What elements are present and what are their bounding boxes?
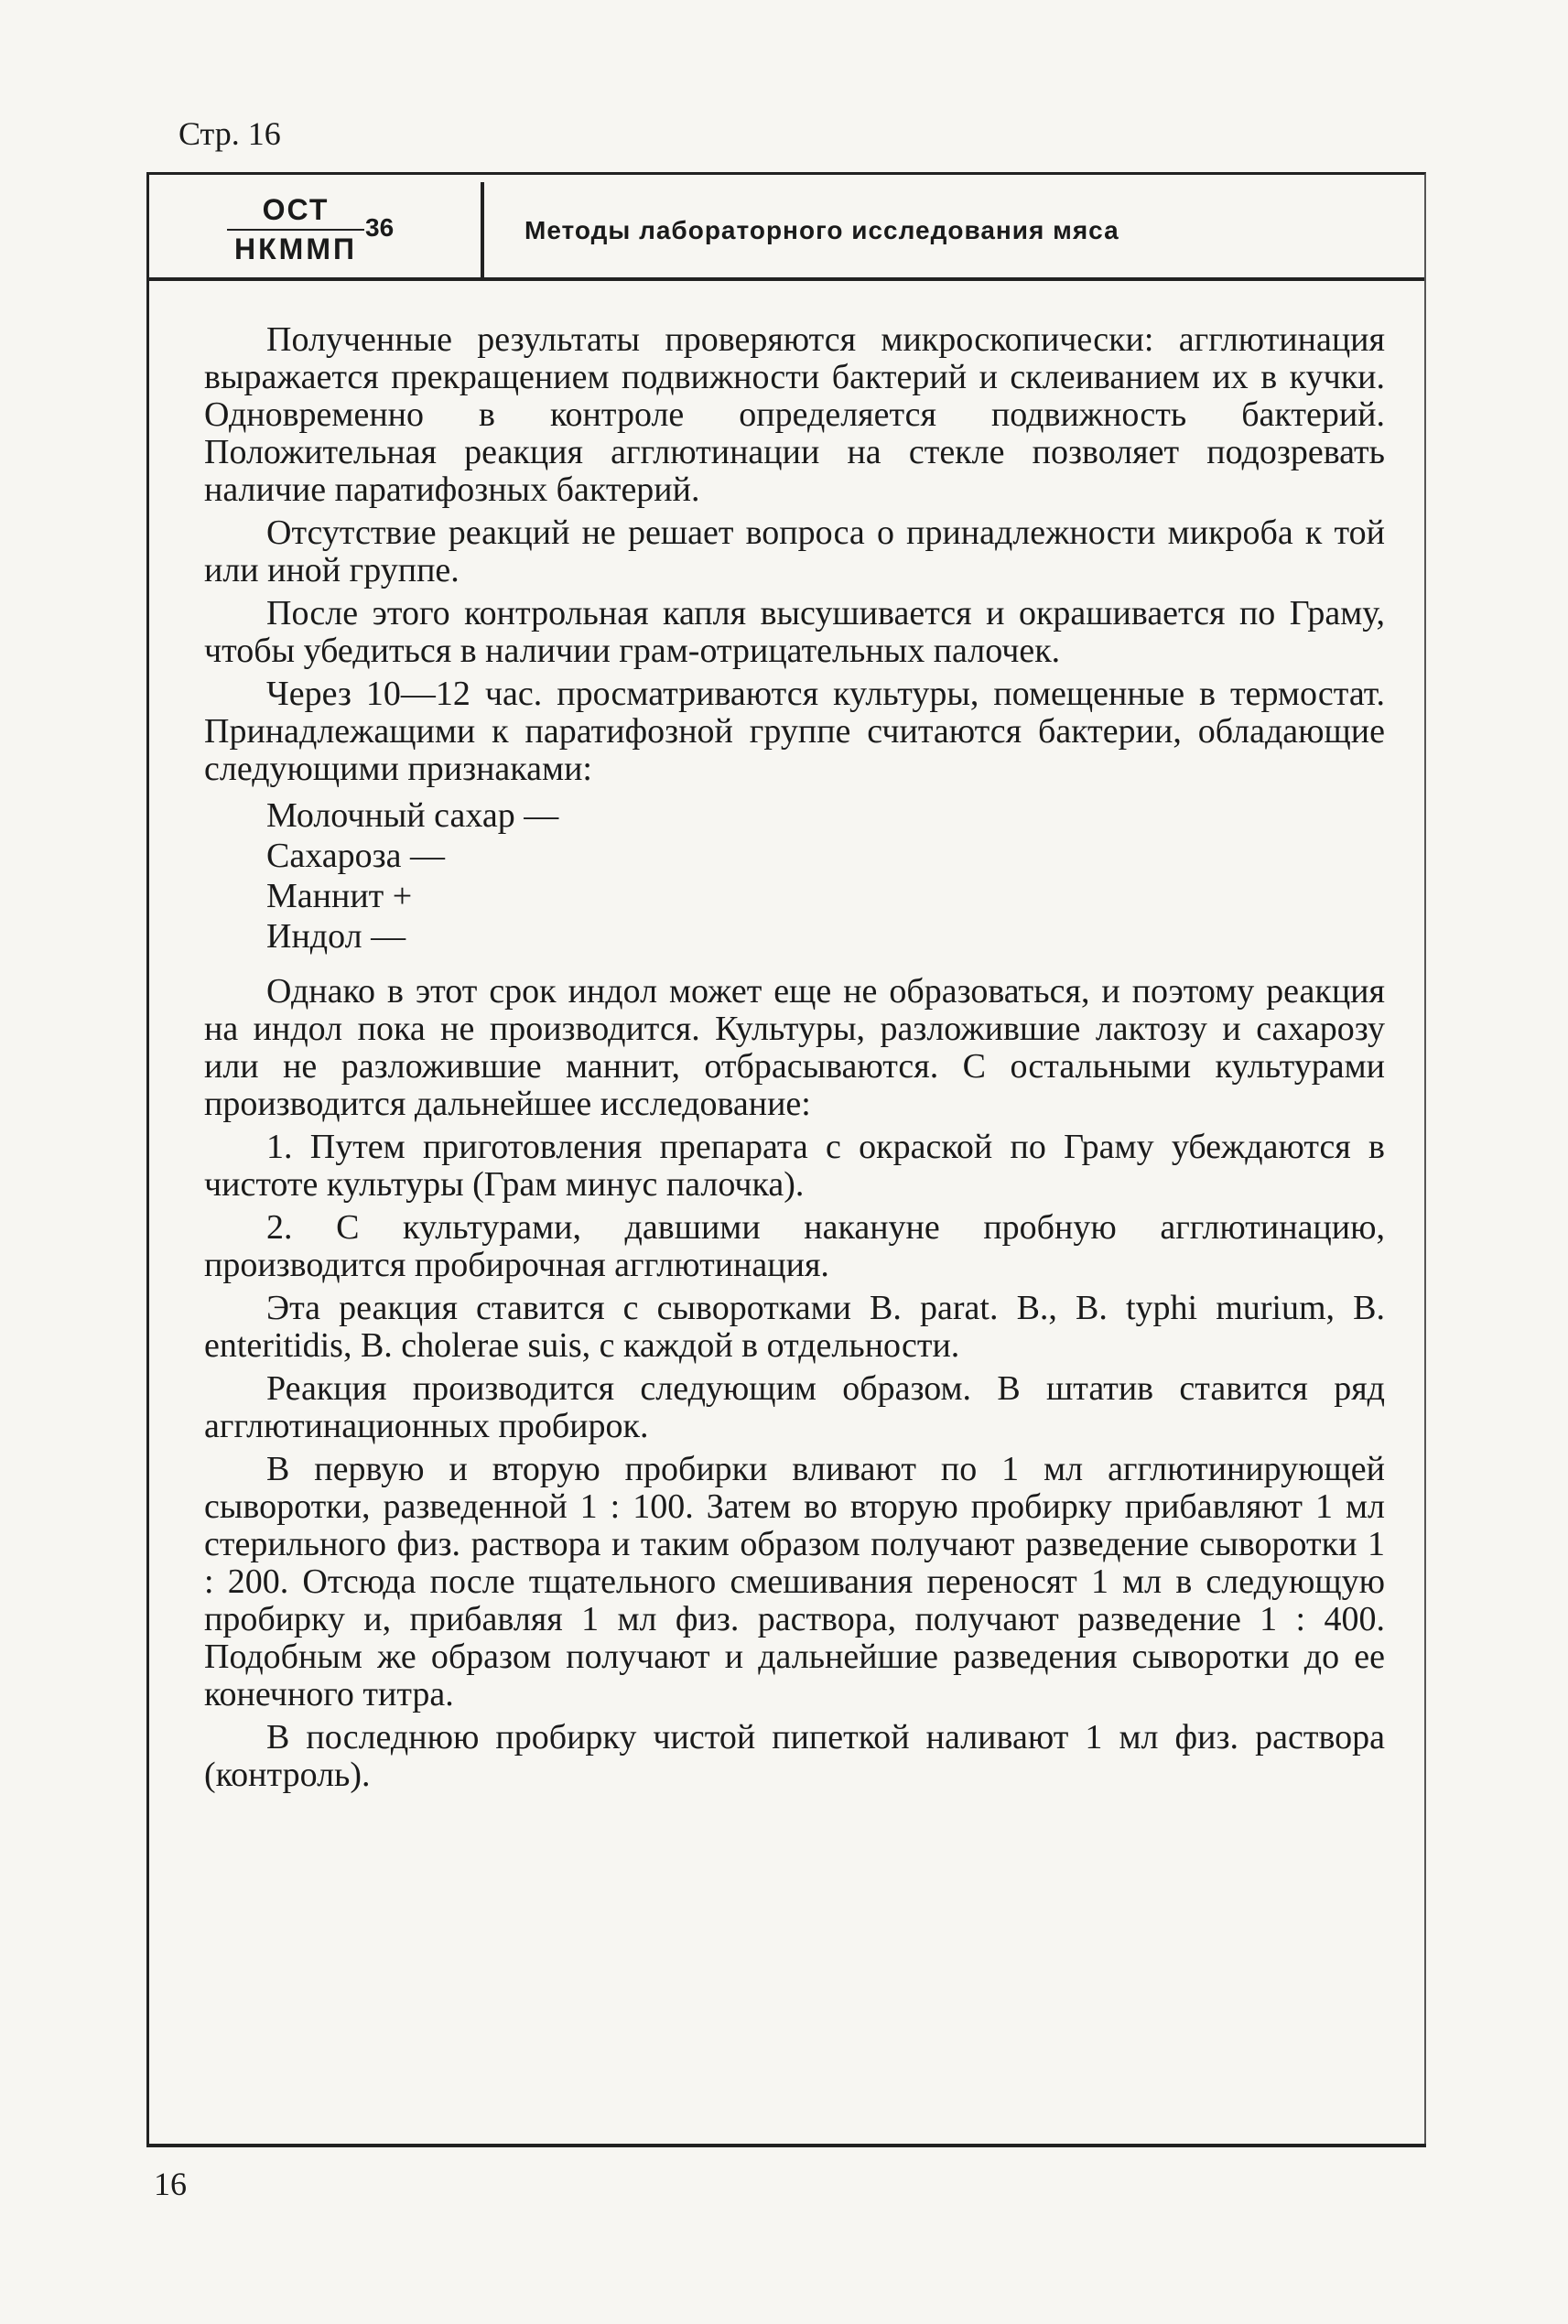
document-title: Методы лабораторного исследования мяса: [524, 216, 1119, 244]
ost-label: ОСТ: [227, 193, 364, 231]
paragraph: Реакция производится следующим образом. В штатив ставится ряд агглютинационных пробирок.: [204, 1369, 1385, 1445]
paragraph: Полученные результаты проверяются микроскопически: агглютинация выражается прекращением подвижности бактерий и склеиванием их в кучки. Одновременно в контроле определяется подвижность бактерий. Положительная реакция агглютинации на стекле позволяет подозревать наличие паратифозных бактерий.: [204, 320, 1385, 509]
paragraph: Через 10—12 час. просматриваются культуры, помещенные в термостат. Принадлежащими к паратифозной группе считаются бактерии, обладающие следующими признаками:: [204, 675, 1385, 788]
paragraph: Эта реакция ставится с сыворотками B. parat. B., B. typhi murium, B. enteritidis, B. cholerae suis, с каждой в отдельности.: [204, 1289, 1385, 1365]
paragraph: 1. Путем приготовления препарата с окраской по Граму убеждаются в чистоте культуры (Грам минус палочка).: [204, 1128, 1385, 1204]
list-item: Маннит +: [266, 877, 413, 915]
document-header: [149, 175, 1424, 277]
page-number: 16: [154, 2166, 187, 2202]
paragraph: В первую и вторую пробирки вливают по 1 мл агглютинирующей сыворотки, разведенной 1 : 100. Затем во вторую пробирку прибавляют 1 мл стерильного физ. раствора и таким образом получают разведение сыворотки 1 : 200. Отсюда после тщательного смешивания переносят 1 мл в следующую пробирку и, прибавляя 1 мл физ. раствора, получают разведение 1 : 400. Подобным же образом получают и дальнейшие разведения сыворотки до ее конечного титра.: [204, 1450, 1385, 1713]
paragraph: Отсутствие реакций не решает вопроса о принадлежности микроба к той или иной группе.: [204, 513, 1385, 589]
paragraph: В последнюю пробирку чистой пипеткой наливают 1 мл физ. раствора (контроль).: [204, 1718, 1385, 1794]
frame-bottom-rule: [146, 2144, 1426, 2147]
document-frame: [146, 172, 1426, 2147]
page-label: Стр. 16: [178, 115, 281, 152]
list-item: Сахароза —: [266, 837, 445, 875]
ost-number: 36: [365, 213, 395, 242]
paragraph: 2. С культурами, давшими накануне пробную агглютинацию, производится пробирочная агглютинация.: [204, 1208, 1385, 1284]
body-text: [204, 321, 1385, 1800]
ost-organization: НКММП: [234, 232, 357, 265]
paragraph: После этого контрольная капля высушивается и окрашивается по Граму, чтобы убедиться в наличии грам-отрицательных палочек.: [204, 594, 1385, 670]
header-divider: [481, 182, 484, 277]
signs-list: [266, 795, 1385, 957]
paragraph: Однако в этот срок индол может еще не образоваться, и поэтому реакция на индол пока не производится. Культуры, разложившие лактозу и сахарозу или не разложившие маннит, отбрасываются. С остальными культурами производится дальнейшее исследование:: [204, 972, 1385, 1123]
header-rule: [149, 277, 1424, 281]
list-item: Индол —: [266, 917, 406, 956]
list-item: Молочный сахар —: [266, 796, 559, 835]
